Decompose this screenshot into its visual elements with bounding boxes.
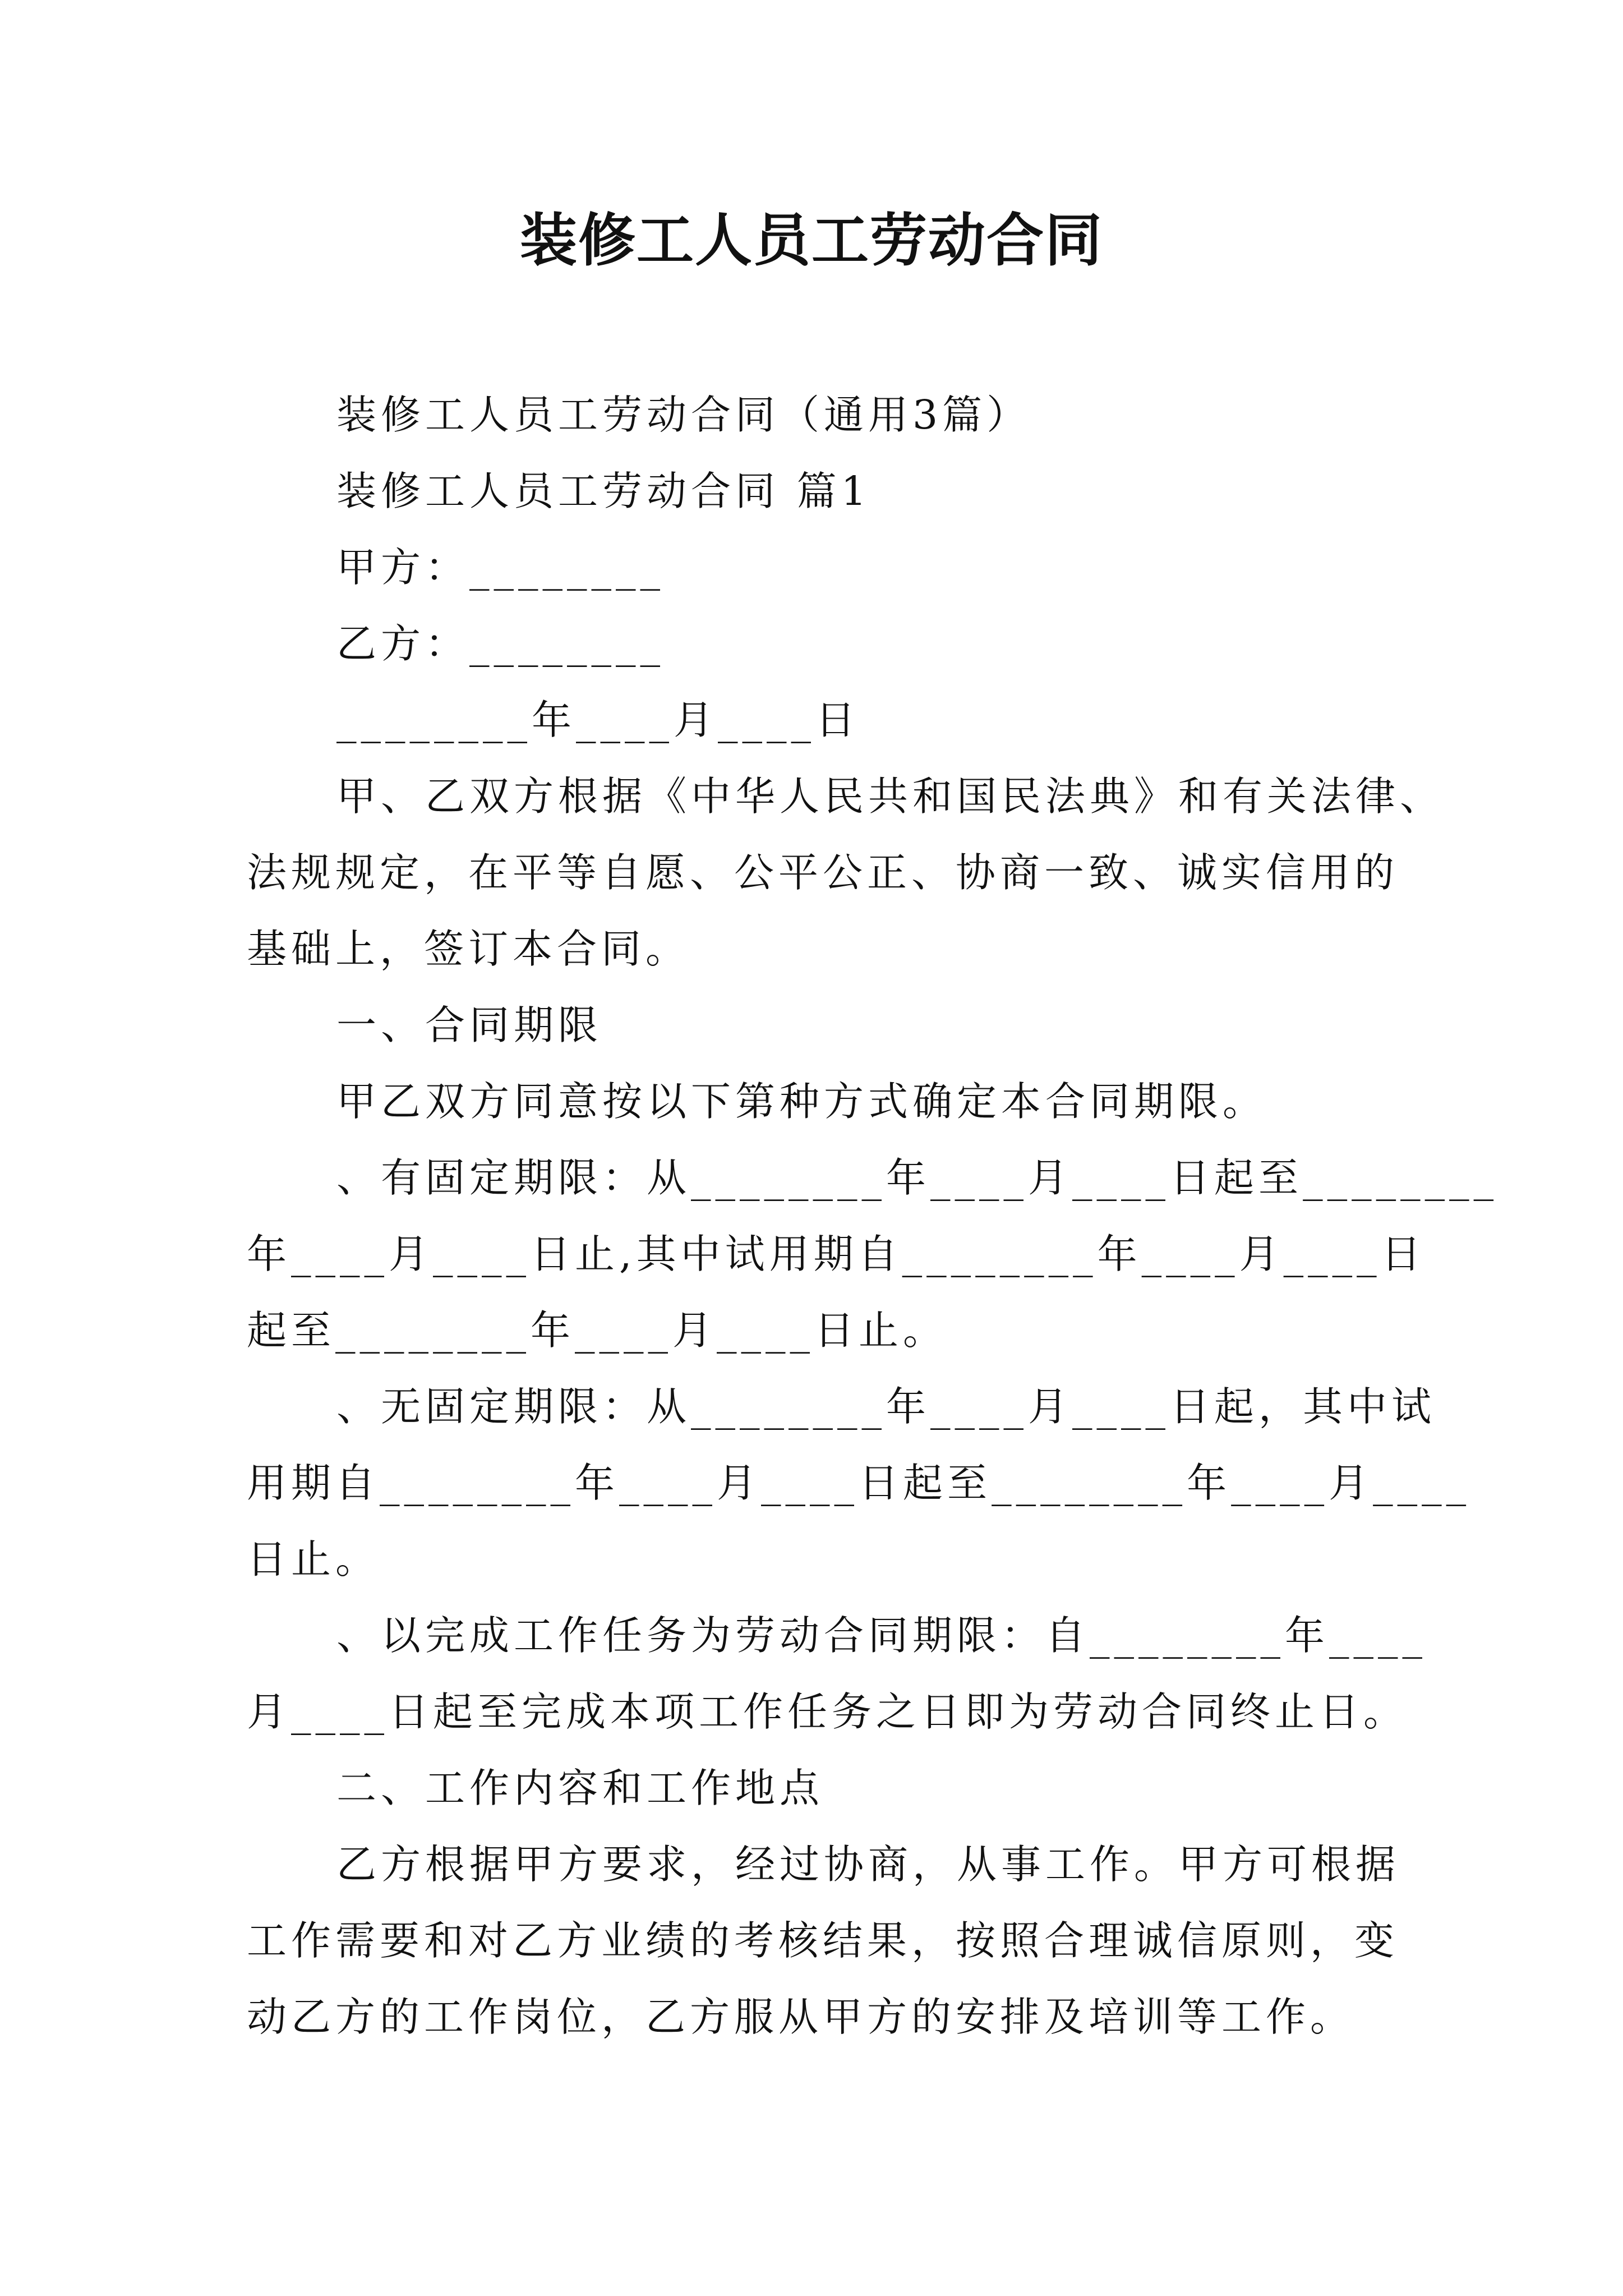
fixed-term-line: 、有固定期限：从________年____月____日起至________ <box>336 1154 1498 1201</box>
paragraph-line: 法规规定，在平等自愿、公平公正、协商一致、诚实信用的 <box>247 849 1399 896</box>
open-term-line: 、无固定期限：从________年____月____日起，其中试 <box>336 1383 1436 1430</box>
date-line: ________年____月____日 <box>336 697 860 743</box>
party-b-line: 乙方：________ <box>336 620 665 667</box>
paragraph-line: 甲乙双方同意按以下第种方式确定本合同期限。 <box>336 1078 1267 1125</box>
fixed-term-line: 起至________年____月____日止。 <box>247 1307 948 1354</box>
paragraph-line: 乙方根据甲方要求，经过协商，从事工作。甲方可根据 <box>336 1841 1400 1888</box>
task-term-line: 月____日起至完成本项工作任务之日即为劳动合同终止日。 <box>247 1688 1408 1735</box>
document-title: 装修工人员工劳动合同 <box>520 208 1103 274</box>
task-term-line: 、以完成工作任务为劳动合同期限：自________年____ <box>336 1612 1427 1659</box>
party-a-line: 甲方：________ <box>336 544 665 591</box>
paragraph-line: 基础上，签订本合同。 <box>247 926 690 972</box>
section-heading-line: 一、合同期限 <box>336 1002 603 1048</box>
section-heading-line: 二、工作内容和工作地点 <box>336 1765 824 1811</box>
paragraph-line: 工作需要和对乙方业绩的考核结果，按照合理诚信原则，变 <box>247 1917 1399 1964</box>
fixed-term-line: 年____月____日止,其中试用期自________年____月____日 <box>247 1231 1426 1277</box>
open-term-line: 用期自________年____月____日起至________年____月____ <box>247 1460 1471 1506</box>
paragraph-line: 动乙方的工作岗位，乙方服从甲方的安排及培训等工作。 <box>247 1994 1355 2040</box>
open-term-line: 日止。 <box>247 1536 380 1582</box>
subtitle-line: 装修工人员工劳动合同（通用3篇） <box>336 392 1031 438</box>
section-heading-line: 装修工人员工劳动合同 篇1 <box>336 468 871 514</box>
paragraph-line: 甲、乙双方根据《中华人民共和国民法典》和有关法律、 <box>336 773 1445 820</box>
